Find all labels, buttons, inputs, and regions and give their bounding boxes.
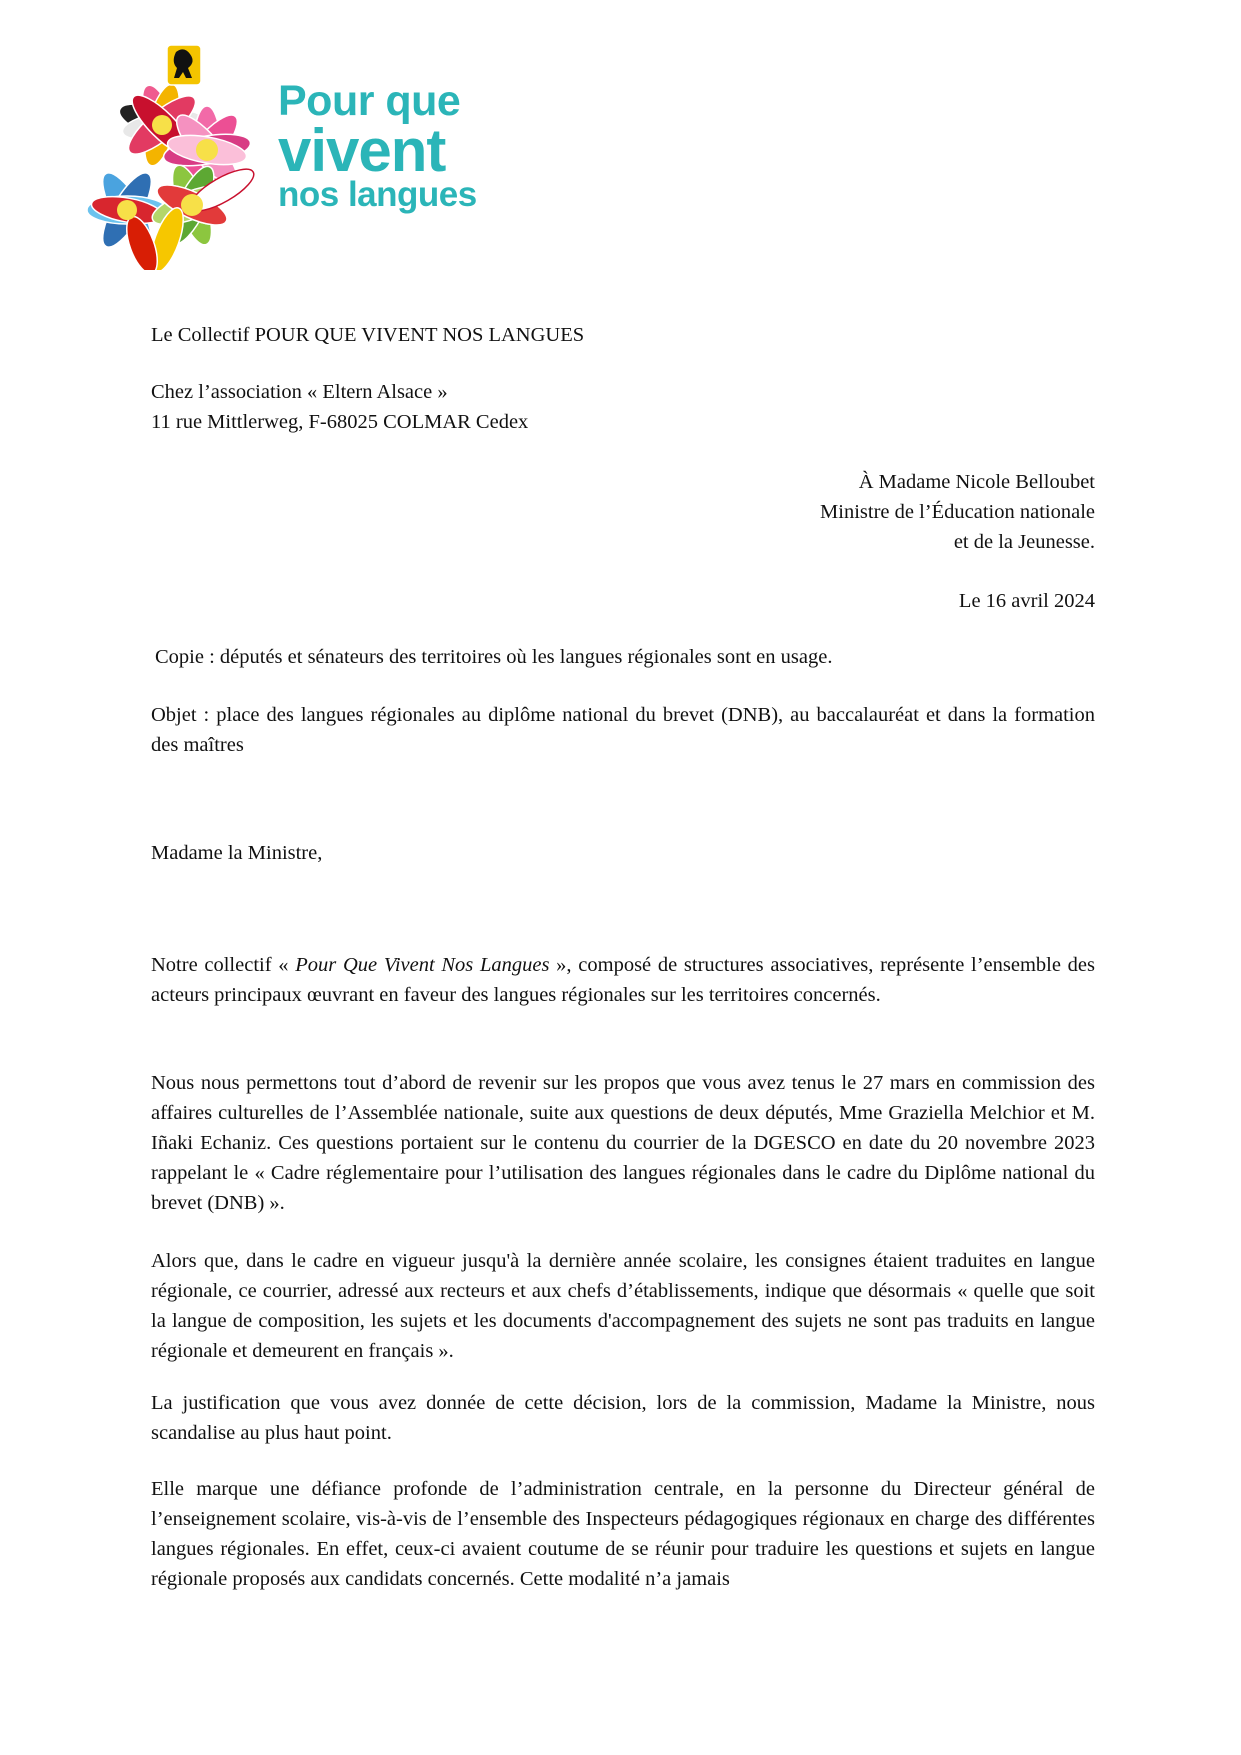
logo xyxy=(72,40,512,270)
p1-before: Notre collectif « xyxy=(151,954,296,976)
logo-wordmark xyxy=(278,77,477,214)
subject-line: Objet : place des langues régionales au diplôme national du brevet (DNB), au baccalauréat et dans la formation des maîtres xyxy=(151,704,1095,756)
collective-name-italic: Pour Que Vivent Nos Langues xyxy=(295,954,550,976)
logo-line-2: vivent xyxy=(278,117,446,184)
body-paragraph-5: Elle marque une défiance profonde de l’administration centrale, en la personne du Directeur général de l’enseignement scolaire, vis-à-vis de l’ensemble des Inspecteurs pédagogiques régionaux en charge des différentes langues régionales. En effet, ceux-ci avaient coutume de se réunir pour traduire les questions et sujets en langue régionale proposés aux candidats concernés. Cette modalité n’a jamais xyxy=(151,1478,1095,1590)
body-paragraph-3: Alors que, dans le cadre en vigueur jusqu'à la dernière année scolaire, les consignes étaient traduites en langue régionale, ce courrier, adressé aux recteurs et aux chefs d’établissements, indique que désormais « quelle que soit la langue de composition, les sujets et les documents d'accompagnement des sujets ne sont pas traduits en langue régionale et demeurent en français ». xyxy=(151,1250,1095,1362)
flower-logo-icon xyxy=(72,40,272,270)
logo-line-3: nos langues xyxy=(278,175,477,214)
body-paragraph-2: Nous nous permettons tout d’abord de revenir sur les propos que vous avez tenus le 27 mars en commission des affaires culturelles de l’Assemblée nationale, suite aux questions de deux députés, Mme Graziella Melchior et M. Iñaki Echaniz. Ces questions portaient sur le contenu du courrier de la DGESCO en date du 20 novembre 2023 rappelant le « Cadre réglementaire pour l’utilisation des langues régionales dans le cadre du Diplôme national du brevet (DNB) ». xyxy=(151,1072,1095,1214)
sender-name: Le Collectif POUR QUE VIVENT NOS LANGUES xyxy=(151,324,585,346)
recipient-line-3: et de la Jeunesse. xyxy=(953,531,1095,553)
p1-after: », composé de structures associatives, représente l’ensemble des acteurs principaux œuvrant en faveur des langues régionales sur les territoires concernés. xyxy=(151,954,1095,1006)
salutation: Madame la Ministre, xyxy=(151,842,323,864)
recipient-line-2: Ministre de l’Éducation nationale xyxy=(820,501,1095,523)
letter-date: Le 16 avril 2024 xyxy=(958,590,1095,612)
sender-address: 11 rue Mittlerweg, F-68025 COLMAR Cedex xyxy=(151,411,529,433)
sender-care-of: Chez l’association « Eltern Alsace » xyxy=(151,381,448,403)
logo-line-1: Pour que xyxy=(278,77,461,125)
body-paragraph-1 xyxy=(151,950,1095,1010)
body-paragraph-4: La justification que vous avez donnée de cette décision, lors de la commission, Madame la Ministre, nous scandalise au plus haut point. xyxy=(151,1392,1095,1444)
copy-line: Copie : députés et sénateurs des territoires où les langues régionales sont en usage. xyxy=(155,646,833,668)
recipient-line-1: À Madame Nicole Belloubet xyxy=(858,471,1095,493)
